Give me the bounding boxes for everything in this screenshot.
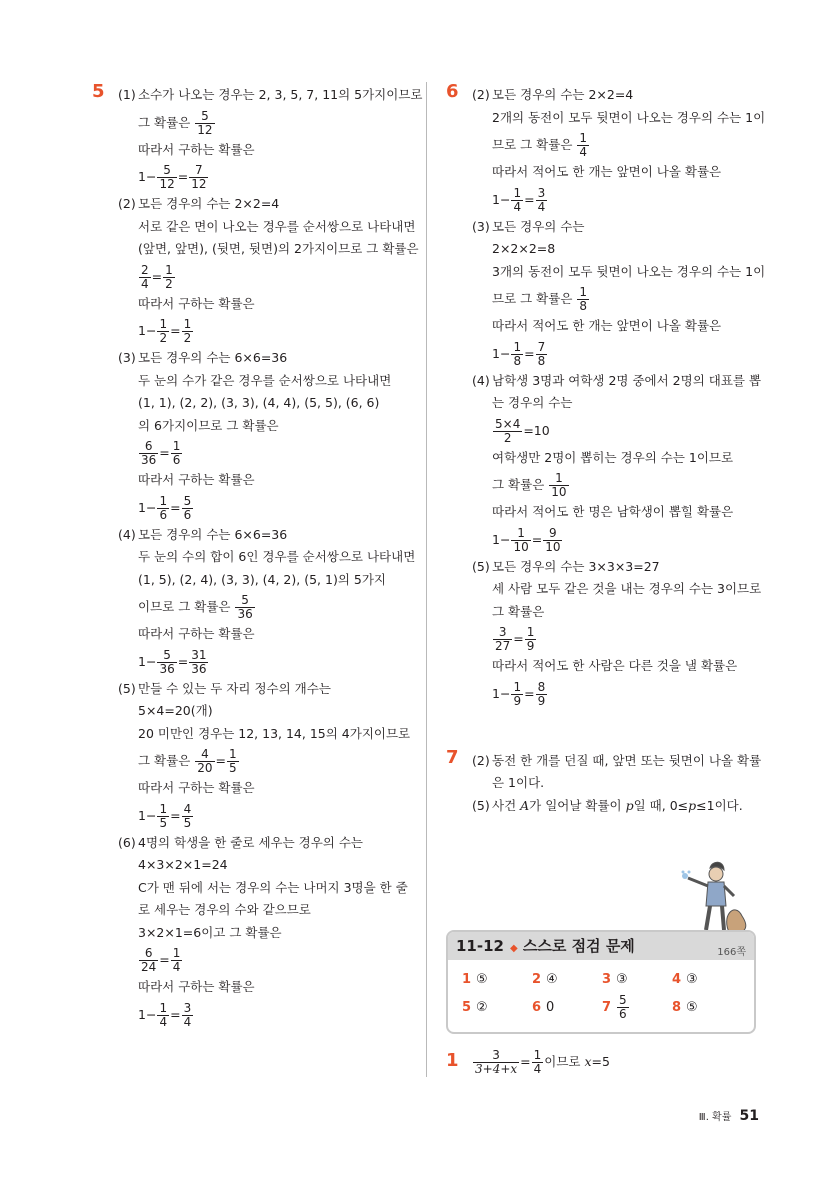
- self-check-box: [446, 930, 756, 1032]
- text-line: 5×4=20(개): [138, 703, 213, 718]
- equation: $\frac{2}{4}$ = $\frac{1}{2}$: [141, 262, 173, 291]
- section-label: Ⅲ. 확률: [698, 1112, 732, 1123]
- equation: 1− $\frac{1}{8}$ = $\frac{7}{8}$: [492, 339, 546, 368]
- equation: 1− $\frac{1}{10}$ = $\frac{9}{10}$: [492, 525, 561, 554]
- text-line: 따라서 구하는 확률은: [138, 626, 255, 641]
- text-line: (앞면, 앞면), (뒷면, 뒷면)의 2가지이므로 그 확률은: [138, 241, 419, 256]
- text-line: 두 눈의 수가 같은 경우를 순서쌍으로 나타내면: [138, 372, 392, 388]
- equation: $\frac{3}{3+4+x}$ = $\frac{1}{4}$ 이므로 x=5: [475, 1048, 610, 1076]
- text-line: 따라서 구하는 확률은: [138, 472, 255, 487]
- text-line: 모든 경우의 수는 2×2=4: [492, 87, 634, 102]
- sub-label: (2): [472, 752, 490, 768]
- text-line: 따라서 적어도 한 개는 앞면이 나올 확률은: [492, 164, 722, 179]
- problem-number: 1: [446, 1050, 459, 1071]
- equation: 1− $\frac{1}{2}$ = $\frac{1}{2}$: [138, 317, 192, 345]
- text-line: 이므로 그 확률은: [138, 599, 231, 614]
- equation: 1− $\frac{1}{4}$ = $\frac{3}{4}$: [492, 185, 546, 214]
- problem-number: 5: [92, 81, 105, 102]
- answer-item: 5 ②: [462, 1000, 488, 1015]
- text-line: 그 확률은: [138, 753, 191, 768]
- right-column: [446, 81, 766, 817]
- equation: $\frac{5\times 4}{2}$ =10: [495, 416, 550, 445]
- text-line: 므로 그 확률은: [492, 137, 573, 152]
- sub-label: (2): [118, 196, 136, 211]
- text-line: 4명의 학생을 한 줄로 세우는 경우의 수는: [138, 834, 363, 850]
- equation: 1− $\frac{5}{36}$ = $\frac{31}{36}$: [138, 647, 207, 676]
- fraction: $\frac{1}{4}$: [579, 131, 588, 159]
- answer-item: 1 ⑤: [462, 972, 488, 987]
- sub-label: (3): [118, 350, 136, 365]
- text-line: 만들 수 있는 두 자리 정수의 개수는: [138, 680, 331, 696]
- text-line: 3개의 동전이 모두 뒷면이 나오는 경우의 수는 1이: [492, 263, 766, 279]
- text-line: 은 1이다.: [492, 775, 545, 790]
- page-number: 51: [739, 1108, 759, 1124]
- text-line: 남학생 3명과 여학생 2명 중에서 2명의 대표를 뽑: [492, 372, 762, 388]
- sub-label: (5): [118, 680, 136, 696]
- text-line: 따라서 적어도 한 명은 남학생이 뽑힐 확률은: [492, 504, 734, 519]
- answer-item: 3 ③: [602, 972, 628, 987]
- text-line: (5) 사건 A가 일어날 확률이 p일 때, 0≤p≤1이다.: [472, 795, 764, 818]
- fraction: $\frac{5}{12}$: [197, 108, 213, 137]
- text-line: 모든 경우의 수는 2×2=4: [138, 196, 280, 211]
- equation: $\frac{3}{27}$ = $\frac{1}{9}$: [495, 625, 535, 653]
- sub-label: (2): [472, 87, 490, 102]
- text-line: 서로 같은 면이 나오는 경우를 순서쌍으로 나타내면: [138, 218, 416, 234]
- text-line: 따라서 구하는 확률은: [138, 141, 255, 157]
- answer-item: 6 0: [532, 1000, 555, 1015]
- left-column: [92, 81, 423, 1031]
- text-line: 모든 경우의 수는 6×6=36: [138, 350, 288, 365]
- sub-label: (4): [472, 372, 490, 388]
- question-1: [446, 1046, 610, 1078]
- text-line: 모든 경우의 수는 3×3×3=27: [492, 558, 660, 574]
- text-line: C가 맨 뒤에 서는 경우의 수는 나머지 3명을 한 줄: [138, 879, 408, 895]
- equation: 1− $\frac{5}{12}$ = $\frac{7}{12}$: [138, 163, 207, 191]
- equation: 1− $\frac{1}{4}$ = $\frac{3}{4}$: [138, 1000, 192, 1029]
- column-divider: [426, 82, 427, 1077]
- text-line: 므로 그 확률은: [492, 291, 573, 306]
- sub-label: (5): [472, 558, 490, 574]
- text-line: 모든 경우의 수는 6×6=36: [138, 526, 288, 542]
- text-line: 4×3×2×1=24: [138, 857, 228, 872]
- text-line: 는 경우의 수는: [492, 395, 573, 410]
- sub-label: (4): [118, 526, 136, 542]
- text-line: (1, 1), (2, 2), (3, 3), (4, 4), (5, 5), (6, 6): [138, 395, 380, 410]
- sub-label: (6): [118, 834, 136, 850]
- text-line: 소수가 나오는 경우는 2, 3, 5, 7, 11의 5가지이므로: [138, 87, 423, 102]
- text-line: 3×2×1=6이고 그 확률은: [138, 924, 282, 940]
- text-line: (1, 5), (2, 4), (3, 3), (4, 2), (5, 1)의 5가지: [138, 571, 386, 587]
- answer-item: 8 ⑤: [672, 1000, 698, 1015]
- page-footer: [699, 1108, 759, 1124]
- page-reference: 166쪽: [717, 947, 746, 958]
- text-line: 2×2×2=8: [492, 241, 556, 256]
- text-line: 20 미만인 경우는 12, 13, 14, 15의 4가지이므로: [138, 725, 411, 741]
- text-line: 따라서 구하는 확률은: [138, 979, 255, 994]
- text-line: 따라서 구하는 확률은: [138, 780, 255, 795]
- text-line: 로 세우는 경우의 수와 같으므로: [138, 902, 311, 917]
- equation: 1− $\frac{1}{9}$ = $\frac{8}{9}$: [492, 679, 546, 708]
- answer-item: 7 $\frac{5}{6}$: [602, 993, 627, 1021]
- text-line: 세 사람 모두 같은 것을 내는 경우의 수는 3이므로: [492, 581, 762, 596]
- text-line: 모든 경우의 수는: [492, 218, 585, 234]
- text-line: 동전 한 개를 던질 때, 앞면 또는 뒷면이 나올 확률: [492, 752, 762, 768]
- problem-6: [446, 81, 766, 710]
- text-line: 따라서 적어도 한 개는 앞면이 나올 확률은: [492, 318, 722, 333]
- equation: $\frac{6}{36}$ = $\frac{1}{6}$: [141, 439, 181, 467]
- character-illustration: [680, 856, 760, 936]
- sub-label: (5): [472, 797, 490, 813]
- text-line: 두 눈의 수의 합이 6인 경우를 순서쌍으로 나타내면: [138, 549, 416, 564]
- problem-7: [446, 746, 764, 818]
- self-check-title: 11-12 ◆ 스스로 점검 문제: [456, 937, 635, 955]
- equation: 1− $\frac{1}{6}$ = $\frac{5}{6}$: [138, 493, 192, 522]
- problem-number: 6: [446, 81, 459, 102]
- answer-item: 4 ③: [672, 972, 698, 987]
- problem-number: 7: [446, 746, 459, 768]
- equation: 1− $\frac{1}{5}$ = $\frac{4}{5}$: [138, 801, 192, 830]
- sub-label: (1): [118, 87, 136, 102]
- fraction: $\frac{1}{8}$: [579, 285, 588, 313]
- text-line: 따라서 구하는 확률은: [138, 295, 255, 311]
- answer-item: 2 ④: [532, 972, 558, 987]
- text-line: 의 6가지이므로 그 확률은: [138, 417, 279, 433]
- fraction: $\frac{1}{10}$: [551, 471, 567, 499]
- text-line: 따라서 적어도 한 사람은 다른 것을 낼 확률은: [492, 658, 738, 673]
- text-line: 그 확률은: [492, 477, 545, 492]
- text-line: 2개의 동전이 모두 뒷면이 나오는 경우의 수는 1이: [492, 109, 766, 125]
- text-line: 그 확률은: [138, 114, 191, 130]
- fraction: $\frac{5}{36}$: [237, 593, 253, 621]
- sub-label: (3): [472, 218, 490, 234]
- problem-5: 5 (1) 소수가 나오는 경우는 2, 3, 5, 7, 11의 5가지이므로 그 확률은 $\frac{5}{12}$ 따라서 구하는 확률은 1− $\frac{5}{12}$ = $\frac{7}{12}$ (2) 모든 경우의 수는 2×2=4 서로 같은 면이 나오는 경우를 순서쌍으로 나타내면 (앞면, 앞면), (뒷면, 뒷면)의 2가지이므로 그 확률은 $\frac{2}{4}$ = $\frac{1}{2}$ 따라서 구하는 확률은 1− $\frac{1}{2}$ = $\frac{1}{2}$ (3) 모든 경우의 수는 6×6=36 두 눈의 수가 같은 경우를 순서쌍으로 나타내면 (1, 1), (2, 2), (3, 3), (4, 4), (5, 5), (6, 6) 의 6가지이므로 그 확률은 $\frac{6}{36}$ = $\frac{1}{6}$ 따라서 구하는 확률은 1− $\frac{1}{6}$ = $\frac{5}{6}$ (4) 모든 경우의 수는 6×6=36 두 눈의 수의 합이 6인 경우를 순서쌍으로 나타내면 (1, 5), (2, 4), (3, 3), (4, 2), (5, 1)의 5가지 이므로 그 확률은 $\frac{5}{36}$ 따라서 구하는 확률은 1− $\frac{5}{36}$ = $\frac{31}{36}$ (5) 만들 수 있는 두 자리 정수의 개수는 5×4=20(개) 20 미만인 경우는 12, 13, 14, 15의 4가지이므로 그 확률은 $\frac{4}{20}$ = $\frac{1}{5}$ 따라서 구하는 확률은 1− $\frac{1}{5}$ = $\frac{4}{5}$ (6) 4명의 학생을 한 줄로 세우는 경우의 수는 4×3×2×1=24 C가 맨 뒤에 서는 경우의 수는 나머지 3명을 한 줄 로 세우는 경우의 수와 같으므로 3×2×1=6이고 그 확률은 $\frac{6}{24}$ = $\frac{1}{4}$ 따라서 구하는 확률은 1− $\frac{1}{4}$ = $\frac{3}{4}$: [92, 81, 423, 1029]
- equation: $\frac{6}{24}$ = $\frac{1}{4}$: [141, 946, 181, 974]
- text-line: 그 확률은: [492, 603, 545, 619]
- fraction: $\frac{4}{20}$: [197, 747, 213, 775]
- text-line: 여학생만 2명이 뽑히는 경우의 수는 1이므로: [492, 449, 734, 465]
